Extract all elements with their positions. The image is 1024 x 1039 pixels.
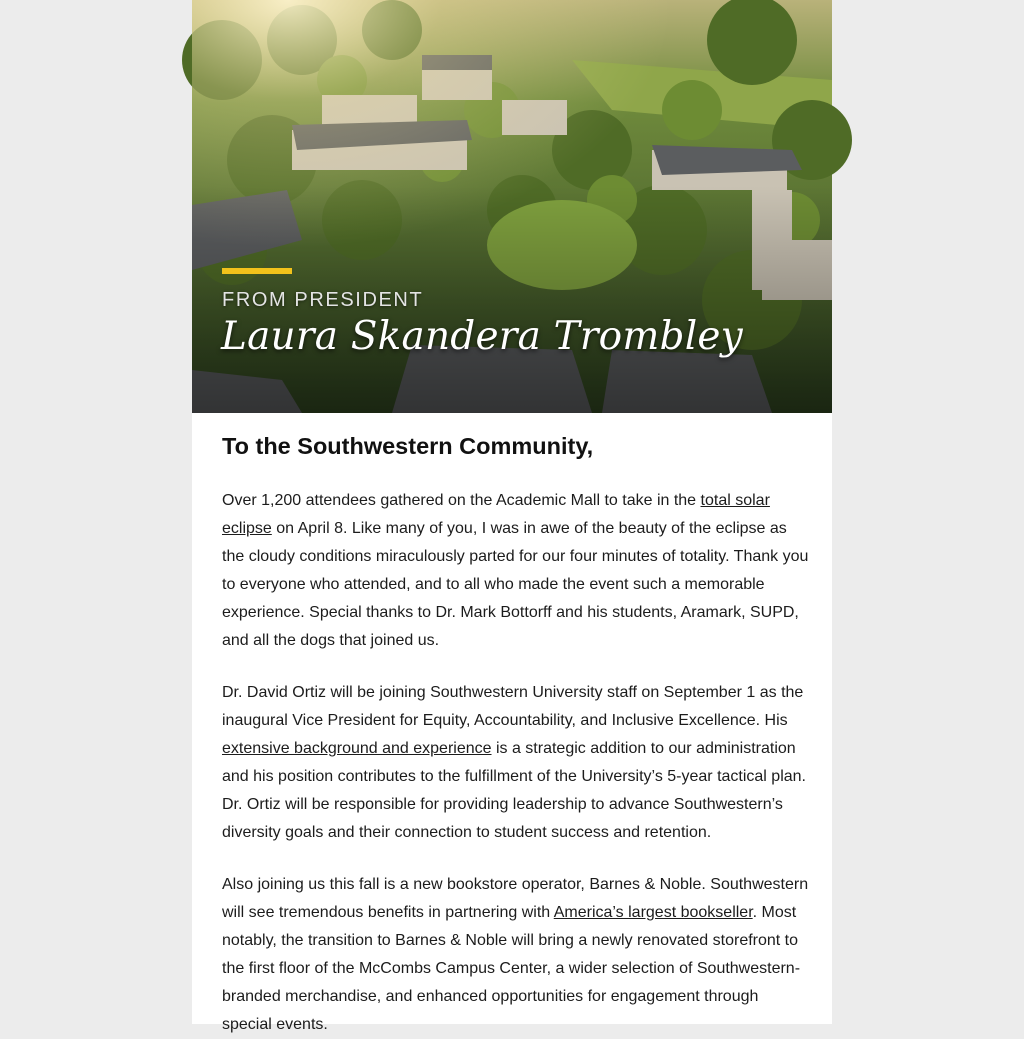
letter-greeting: To the Southwestern Community, <box>222 433 594 459</box>
extensive-background-link[interactable]: extensive background and experience <box>222 740 492 757</box>
largest-bookseller-link[interactable]: America’s largest bookseller <box>553 904 753 921</box>
paragraph-text: is a strategic addition to our administration and his position contributes to the fulfillment of the University’s 5-year tactical plan. Dr. Ortiz will be responsible for providing leadership to advance Southwestern’s diversity goals and their connection to student success and retention. <box>222 740 806 841</box>
hero-banner <box>192 0 832 413</box>
hero-eyebrow: FROM PRESIDENT <box>222 289 424 311</box>
letter-content <box>192 413 832 1039</box>
paragraph-text: . Most notably, the transition to Barnes & Noble will bring a newly renovated storefront to the first floor of the McCombs Campus Center, a wider selection of Southwestern-branded merchandise, and enhanced opportunities for engagement through special events. <box>222 904 801 1033</box>
hero-accent-bar <box>222 268 292 274</box>
total-solar-eclipse-link[interactable]: total solar eclipse <box>222 492 770 537</box>
paragraph-bookstore <box>222 871 812 1039</box>
hero-president-name: Laura Skandera Trombley <box>221 314 743 359</box>
paragraph-text: Dr. David Ortiz will be joining Southwestern University staff on September 1 as the inaugural Vice President for Equity, Accountability, and Inclusive Excellence. His <box>222 684 804 729</box>
email-body <box>192 0 832 1033</box>
paragraph-eclipse <box>222 487 812 655</box>
paragraph-text: Over 1,200 attendees gathered on the Academic Mall to take in the <box>222 492 701 509</box>
paragraph-text: on April 8. Like many of you, I was in awe of the beauty of the eclipse as the cloudy conditions miraculously parted for our four minutes of totality. Thank you to everyone who attended, and to all who made the event such a memorable experience. Special thanks to Dr. Mark Bottorff and his students, Aramark, SUPD, and all the dogs that joined us. <box>222 520 809 649</box>
paragraph-ortiz <box>222 679 812 847</box>
paragraph-text: Also joining us this fall is a new bookstore operator, Barnes & Noble. Southwestern will see tremendous benefits in partnering with <box>222 876 809 921</box>
